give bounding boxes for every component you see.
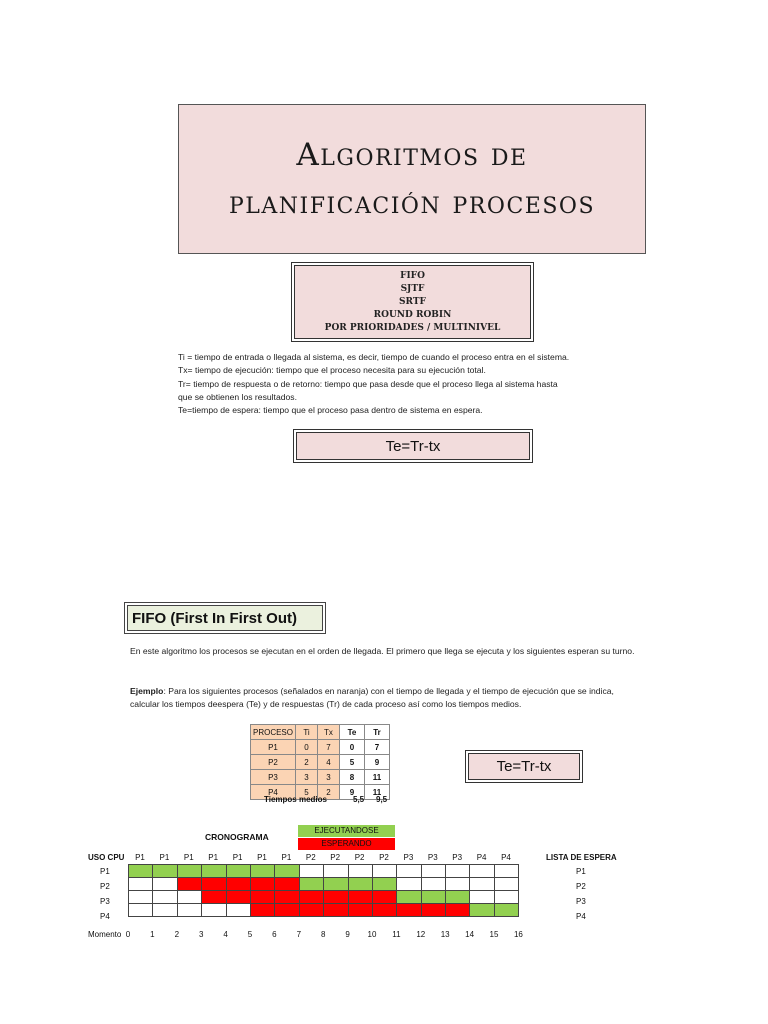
- chronogram-cell: [177, 891, 201, 904]
- waitlist-item: P4: [576, 912, 586, 921]
- chronogram-cell: [202, 865, 226, 878]
- table-cell: 7: [365, 740, 390, 755]
- chronogram-cell: [226, 904, 250, 917]
- algorithm-item: SJTF: [400, 283, 425, 294]
- fifo-heading: FIFO (First In First Out): [127, 605, 323, 631]
- chronogram-cell: [372, 878, 396, 891]
- table-cell: 11: [365, 770, 390, 785]
- moment-tick: 0: [125, 930, 131, 939]
- chronogram-cell: [299, 878, 323, 891]
- chronogram-cell: [324, 878, 348, 891]
- moment-tick: 4: [223, 930, 228, 939]
- table-cell: 5: [296, 785, 318, 800]
- moment-tick: 16: [513, 930, 523, 939]
- table-cell: 9: [365, 755, 390, 770]
- moment-tick: 13: [440, 930, 450, 939]
- table-cell: P3: [251, 770, 296, 785]
- process-row-label: P4: [100, 912, 110, 921]
- moment-label: Momento: [88, 930, 122, 939]
- chronogram-cell: [372, 891, 396, 904]
- table-cell: 11: [365, 785, 390, 800]
- cpu-slot-label: P1: [257, 853, 267, 862]
- chronogram-cell: [275, 904, 299, 917]
- cpu-slot-label: P1: [232, 853, 243, 862]
- moment-tick: 8: [320, 930, 326, 939]
- definitions: [178, 351, 618, 417]
- chronogram-cell: [494, 891, 518, 904]
- averages-label: Tiempos medios: [264, 795, 327, 804]
- cpu-usage-label: USO CPU: [88, 853, 125, 862]
- table-header: PROCESO: [251, 725, 296, 740]
- chronogram-cell: [129, 904, 153, 917]
- table-cell: 5: [340, 755, 365, 770]
- moment-tick: 11: [392, 930, 401, 939]
- process-row-label: P2: [100, 882, 110, 891]
- table-cell: 3: [318, 770, 340, 785]
- chronogram-cell: [129, 891, 153, 904]
- chronogram-cell: [397, 878, 421, 891]
- chronogram-cell: [202, 904, 226, 917]
- example-text: : Para los siguientes procesos (señalados en naranja) con el tiempo de llegada y el tiempo de ejecución que se indica, calcular los tiempos deespera (Te) y de respuestas (Tr) de cada proceso así como los tiempos medios.: [130, 686, 614, 710]
- chronogram-cell: [177, 865, 201, 878]
- table-header: Tx: [318, 725, 340, 740]
- cpu-slot-label: P3: [403, 853, 414, 862]
- moment-tick: 1: [150, 930, 155, 939]
- table-cell: P1: [251, 740, 296, 755]
- algorithm-item: POR PRIORIDADES / MULTINIVEL: [324, 322, 501, 333]
- table-header: Ti: [296, 725, 318, 740]
- chronogram-cell: [177, 878, 201, 891]
- moment-tick: 3: [198, 930, 204, 939]
- waitlist-item: P1: [576, 867, 586, 876]
- table-cell: 4: [318, 755, 340, 770]
- chronogram-cell: [275, 878, 299, 891]
- cpu-slot-label: P1: [281, 853, 292, 862]
- chronogram-cell: [421, 891, 445, 904]
- chronogram-cell: [275, 865, 299, 878]
- chronogram-cell: [250, 891, 274, 904]
- moment-tick: 7: [296, 930, 302, 939]
- cpu-slot-label: P1: [208, 853, 219, 862]
- cpu-slot-label: P1: [183, 853, 194, 862]
- chronogram-cell: [226, 865, 250, 878]
- cpu-slot-label: P1: [159, 853, 170, 862]
- cpu-slot-label: P2: [330, 853, 341, 862]
- cpu-slot-label: P4: [501, 853, 511, 862]
- definition-line: Tx= tiempo de ejecución: tiempo que el proceso necesita para su ejecución total.: [178, 365, 486, 376]
- chronogram-cell: [421, 865, 445, 878]
- chronogram-cell: [324, 891, 348, 904]
- fifo-example: [130, 685, 640, 712]
- chronogram-cell: [299, 904, 323, 917]
- cpu-slot-label: P3: [427, 853, 438, 862]
- table-cell: 3: [296, 770, 318, 785]
- chronogram-cell: [153, 904, 177, 917]
- chronogram-cell: [494, 904, 518, 917]
- average-te: 5,5: [353, 795, 365, 804]
- waitlist-item: P3: [576, 897, 586, 906]
- chronogram-cell: [202, 891, 226, 904]
- chronogram-cell: [494, 878, 518, 891]
- moment-tick: 15: [489, 930, 499, 939]
- legend-waiting: ESPERANDO: [298, 838, 395, 850]
- chronogram-grid: [128, 864, 519, 917]
- moment-tick: 6: [272, 930, 277, 939]
- chronogram-cell: [470, 865, 494, 878]
- waitlist-label: LISTA DE ESPERA: [546, 853, 617, 862]
- chronogram-cell: [348, 904, 372, 917]
- chronogram-cell: [275, 891, 299, 904]
- algorithm-item: SRTF: [399, 296, 426, 307]
- chronogram-row: [129, 878, 519, 891]
- formula-box-fifo: Te=Tr-tx: [468, 753, 580, 780]
- table-row: [251, 770, 390, 785]
- moment-tick: 12: [416, 930, 426, 939]
- table-cell: P4: [251, 785, 296, 800]
- formula-box: Te=Tr-tx: [296, 432, 530, 460]
- chronogram-cell: [397, 891, 421, 904]
- cpu-slot-label: P2: [354, 853, 365, 862]
- chronogram-cell: [226, 891, 250, 904]
- table-cell: 0: [340, 740, 365, 755]
- chronogram-cell: [250, 904, 274, 917]
- cpu-slot-label: P2: [379, 853, 389, 862]
- chronogram-row: [129, 904, 519, 917]
- title-line-1: Algoritmos de: [296, 137, 528, 173]
- chronogram-cell: [446, 904, 470, 917]
- table-cell: 2: [318, 785, 340, 800]
- table-cell: 9: [340, 785, 365, 800]
- algorithm-item: FIFO: [400, 270, 425, 281]
- example-label: Ejemplo: [130, 686, 164, 696]
- chronogram-cell: [153, 891, 177, 904]
- chronogram-cell: [324, 865, 348, 878]
- definition-line: Tr= tiempo de respuesta o de retorno: tiempo que pasa desde que el proceso llega al sistema hasta: [178, 378, 558, 389]
- chronogram-cell: [470, 904, 494, 917]
- chronogram-cell: [470, 891, 494, 904]
- chronogram-cell: [299, 865, 323, 878]
- moment-tick: 9: [345, 930, 350, 939]
- table-header: Tr: [365, 725, 390, 740]
- title-line-2: planificación procesos: [228, 185, 596, 221]
- legend-executing: EJECUTANDOSE: [298, 825, 395, 837]
- table-cell: P2: [251, 755, 296, 770]
- table-header: Te: [340, 725, 365, 740]
- moment-tick: 2: [174, 930, 180, 939]
- title-box: [178, 104, 646, 254]
- chronogram-cell: [250, 878, 274, 891]
- table-cell: 0: [296, 740, 318, 755]
- moment-tick: 10: [367, 930, 377, 939]
- chronogram-cell: [348, 891, 372, 904]
- chronogram-cell: [129, 865, 153, 878]
- table-row: [251, 740, 390, 755]
- chronogram-cell: [372, 904, 396, 917]
- chronogram-cell: [348, 865, 372, 878]
- chronogram-cell: [446, 878, 470, 891]
- chronogram-cell: [153, 865, 177, 878]
- chronogram-cell: [372, 865, 396, 878]
- average-tr: 9,5: [376, 795, 388, 804]
- table-cell: 2: [296, 755, 318, 770]
- fifo-description: En este algoritmo los procesos se ejecutan en el orden de llegada. El primero que llega se ejecuta y los siguientes esperan su turno.: [130, 646, 635, 656]
- moment-tick: 5: [247, 930, 253, 939]
- chronogram-cell: [446, 891, 470, 904]
- algorithm-item: ROUND ROBIN: [373, 309, 452, 320]
- chronogram-cell: [397, 904, 421, 917]
- cpu-slot-label: P2: [305, 853, 316, 862]
- table-row: [251, 755, 390, 770]
- cpu-slot-label: P4: [476, 853, 487, 862]
- definition-line: Ti = tiempo de entrada o llegada al sistema, es decir, tiempo de cuando el proceso entra en el sistema.: [178, 352, 570, 362]
- chronogram-title: CRONOGRAMA: [205, 832, 269, 842]
- chronogram-cell: [129, 878, 153, 891]
- chronogram-cell: [153, 878, 177, 891]
- waitlist-item: P2: [576, 882, 586, 891]
- chronogram-cell: [250, 865, 274, 878]
- definition-line: que se obtienen los resultados.: [178, 391, 297, 402]
- algorithms-box: [294, 265, 531, 339]
- process-row-label: P1: [100, 867, 110, 876]
- chronogram-cell: [177, 904, 201, 917]
- chronogram-cell: [226, 878, 250, 891]
- chronogram-cell: [446, 865, 470, 878]
- chronogram-row: [129, 865, 519, 878]
- process-row-label: P3: [100, 897, 110, 906]
- chronogram-cell: [494, 865, 518, 878]
- chronogram-cell: [397, 865, 421, 878]
- table-cell: 8: [340, 770, 365, 785]
- cpu-slot-label: P1: [135, 853, 145, 862]
- chronogram-cell: [202, 878, 226, 891]
- chronogram-cell: [299, 891, 323, 904]
- chronogram-cell: [348, 878, 372, 891]
- moment-tick: 14: [465, 930, 475, 939]
- table-header-row: [251, 725, 390, 740]
- definition-line: Te=tiempo de espera: tiempo que el proceso pasa dentro de sistema en espera.: [178, 405, 483, 416]
- chronogram-row: [129, 891, 519, 904]
- chronogram-cell: [421, 878, 445, 891]
- chronogram-cell: [324, 904, 348, 917]
- chronogram-cell: [421, 904, 445, 917]
- table-cell: 7: [318, 740, 340, 755]
- chronogram-cell: [470, 878, 494, 891]
- cpu-slot-label: P3: [452, 853, 463, 862]
- process-table: [250, 724, 390, 800]
